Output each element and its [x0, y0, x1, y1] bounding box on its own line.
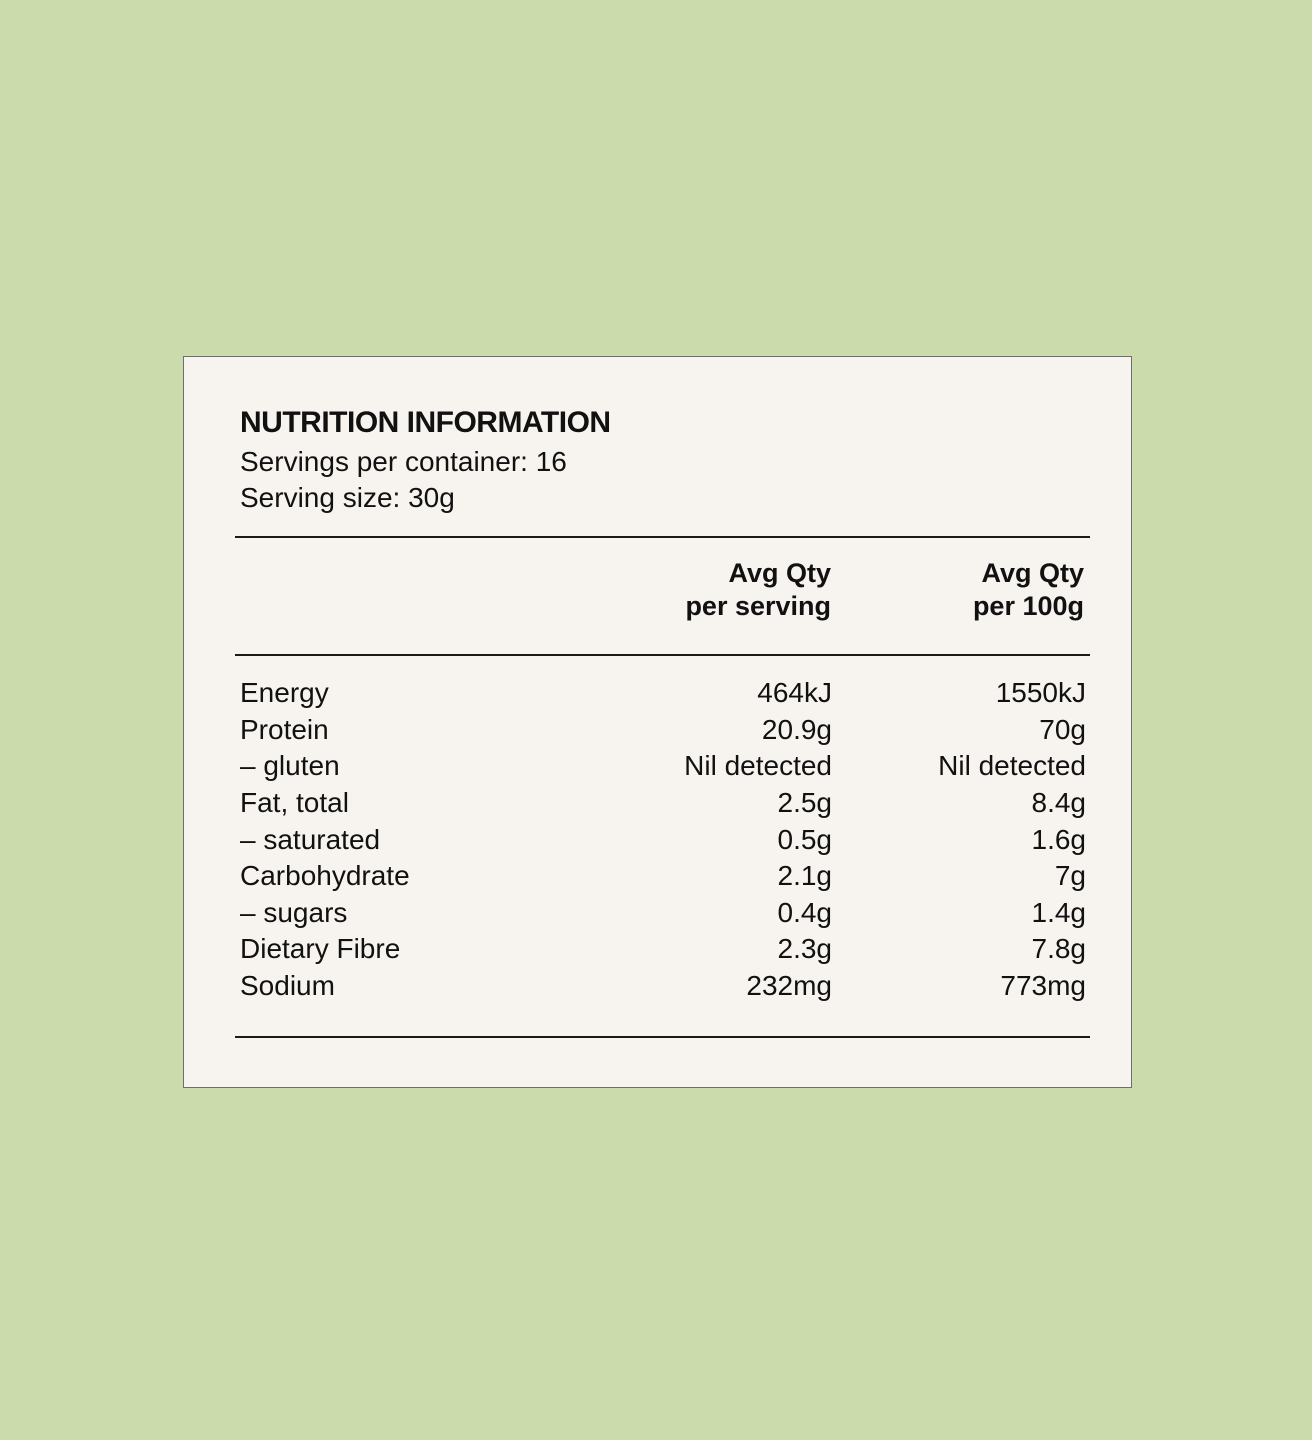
table-row — [240, 675, 1086, 712]
value-per-100g: 1550kJ — [995, 677, 1086, 709]
divider-bottom — [235, 1036, 1090, 1038]
value-per-serving: Nil detected — [684, 750, 832, 782]
value-per-100g: 8.4g — [1031, 787, 1086, 819]
value-per-serving: 232mg — [746, 970, 832, 1002]
nutrient-name: Energy — [240, 677, 329, 709]
nutrient-name: Dietary Fibre — [240, 933, 401, 965]
column-header-per-100g — [973, 557, 1084, 623]
value-per-100g: 1.4g — [1031, 896, 1086, 928]
nutrient-name: – sugars — [240, 896, 348, 928]
table-row — [240, 968, 1086, 1005]
nutrient-table — [240, 675, 1086, 1004]
column-header-line: Avg Qty — [981, 558, 1084, 588]
value-per-serving: 2.5g — [777, 787, 832, 819]
value-per-100g: 70g — [1039, 713, 1086, 745]
value-per-serving: 0.5g — [777, 823, 832, 855]
value-per-100g: 773mg — [1000, 970, 1086, 1002]
servings-per-container: Servings per container: 16 — [240, 446, 567, 477]
value-per-100g: 7g — [1054, 860, 1086, 892]
value-per-serving: 20.9g — [761, 713, 832, 745]
value-per-serving: 2.3g — [777, 933, 832, 965]
divider-top — [235, 536, 1090, 538]
nutrient-name: Fat, total — [240, 787, 349, 819]
divider-header — [235, 654, 1090, 656]
serving-size: Serving size: 30g — [240, 482, 455, 513]
table-row — [240, 858, 1086, 895]
table-row — [240, 748, 1086, 785]
table-row — [240, 931, 1086, 968]
panel-title: NUTRITION INFORMATION — [240, 406, 611, 439]
table-row — [240, 712, 1086, 749]
value-per-100g: 1.6g — [1031, 823, 1086, 855]
value-per-serving: 0.4g — [777, 896, 832, 928]
value-per-100g: Nil detected — [938, 750, 1086, 782]
nutrition-panel — [183, 356, 1132, 1088]
column-header-line: per 100g — [972, 591, 1084, 621]
nutrient-name: Sodium — [240, 970, 335, 1002]
nutrient-name: – saturated — [240, 823, 381, 855]
column-header-line: per serving — [685, 591, 831, 621]
nutrient-name: Protein — [240, 713, 329, 745]
table-row — [240, 785, 1086, 822]
value-per-serving: 464kJ — [757, 677, 832, 709]
column-header-line: Avg Qty — [728, 558, 831, 588]
column-header-per-serving — [685, 557, 831, 623]
table-row — [240, 821, 1086, 858]
value-per-100g: 7.8g — [1031, 933, 1086, 965]
value-per-serving: 2.1g — [777, 860, 832, 892]
nutrient-name: Carbohydrate — [240, 860, 410, 892]
nutrient-name: – gluten — [240, 750, 340, 782]
table-row — [240, 895, 1086, 932]
